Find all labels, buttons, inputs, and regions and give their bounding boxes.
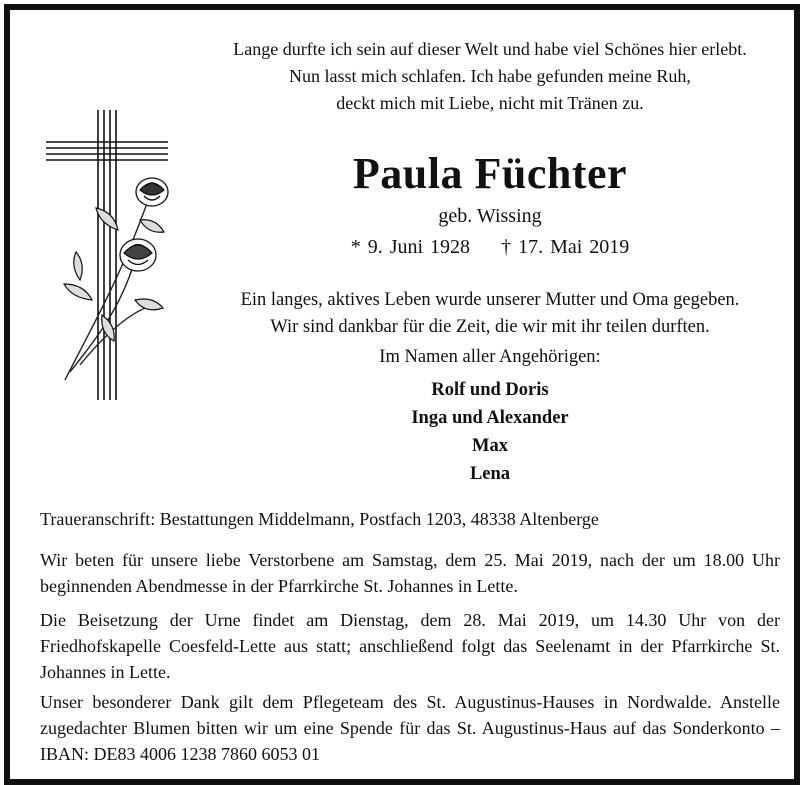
tribute-line: Ein langes, aktives Leben wurde unserer Mutter und Oma gegeben. [240, 290, 740, 310]
family-name: Lena [469, 464, 511, 484]
life-dates [175, 236, 800, 259]
thanks-and-donation-notice: Unser besonderer Dank gilt dem Pflegeteam des St. Augustinus-Hauses in Nordwalde. Anstelle zugedachter Blumen bitten wir um eine Spende für das St. Augustinus-Haus auf das Sonderkonto – IBAN: DE83 4006 1238 7860 6053 01 [40, 692, 780, 764]
family-names [175, 376, 800, 488]
burial-notice: Die Beisetzung der Urne findet am Dienstag, dem 28. Mai 2019, um 14.30 Uhr von der Friedhofskapelle Coesfeld-Lette aus statt; anschließend folgt das Seelenamt in der Pfarrkirche St. Johannes in Lette. [40, 610, 780, 682]
obituary-frame [4, 4, 800, 785]
death-date: † 17. Mai 2019 [501, 236, 630, 258]
family-name: Rolf und Doris [431, 380, 549, 400]
poem-line: Nun lasst mich schlafen. Ich habe gefunden meine Ruh, [289, 66, 691, 86]
mass-notice: Wir beten für unsere liebe Verstorbene am Samstag, dem 25. Mai 2019, nach der um 18.00 Uhr beginnenden Abendmesse in der Pfarrkirche St. Johannes in Lette. [40, 550, 780, 596]
poem-line: Lange durfte ich sein auf dieser Welt und habe viel Schönes hier erlebt. [233, 39, 747, 59]
family-name: Inga und Alexander [411, 408, 569, 428]
birth-name: geb. Wissing [438, 205, 542, 227]
mourning-address: Traueranschrift: Bestattungen Middelmann, Postfach 1203, 48338 Altenberge [40, 509, 599, 529]
cross-with-roses-icon [40, 110, 180, 410]
birth-date: * 9. Juni 1928 [350, 236, 471, 258]
behalf-of-relatives: Im Namen aller Angehörigen: [379, 347, 601, 367]
poem-line: deckt mich mit Liebe, nicht mit Tränen zu. [336, 93, 644, 113]
deceased-name: Paula Füchter [352, 149, 628, 198]
family-name: Max [472, 436, 508, 456]
tribute-line: Wir sind dankbar für die Zeit, die wir mit ihr teilen durften. [270, 317, 710, 337]
tribute [175, 287, 800, 341]
poem [175, 36, 800, 117]
